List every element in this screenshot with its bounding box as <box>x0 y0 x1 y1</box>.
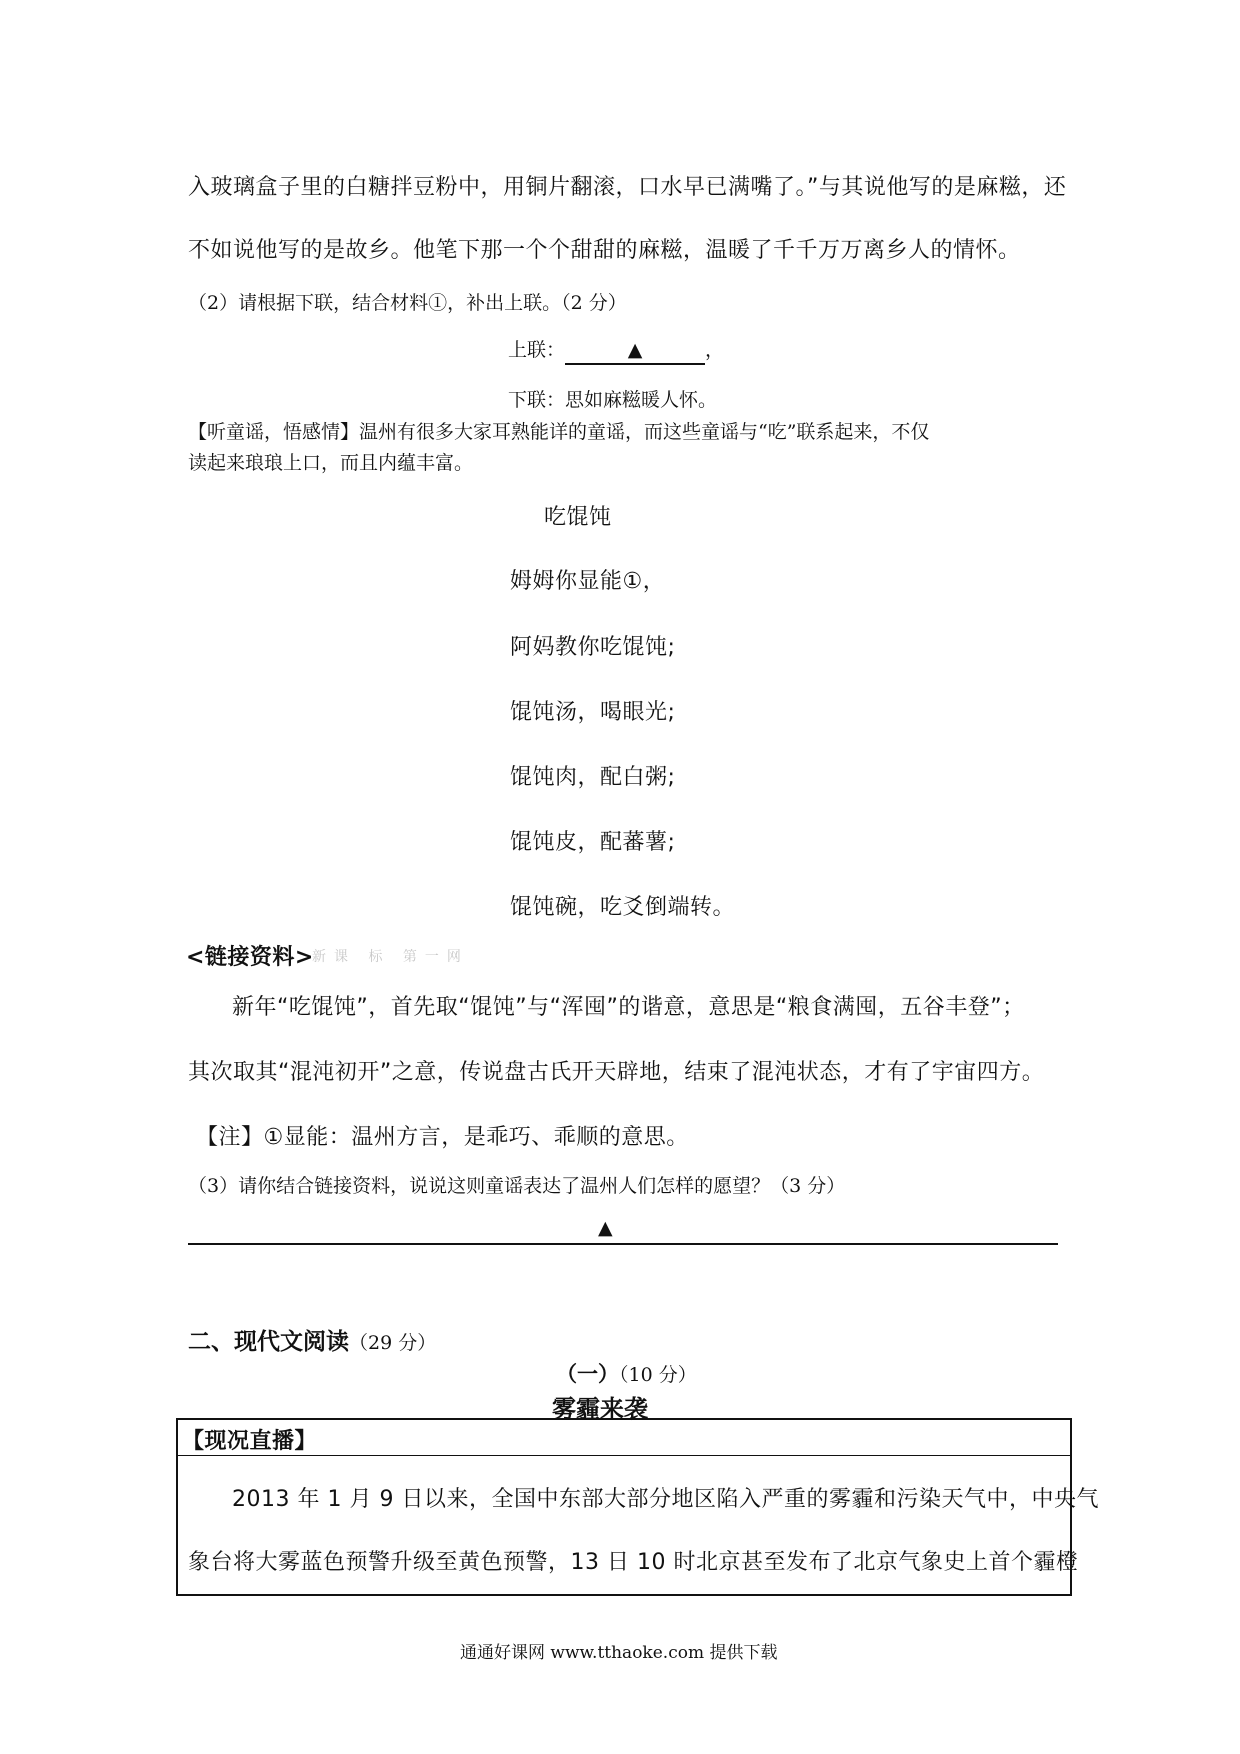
subsection-points: （10 分） <box>619 1364 697 1386</box>
upper-couplet-end: ， <box>705 339 725 361</box>
subsection-heading <box>556 1358 697 1388</box>
poem-line: 馄饨肉，配白粥; <box>510 765 676 790</box>
upper-couplet <box>508 335 724 365</box>
paragraph-line: 入玻璃盒子里的白糖拌豆粉中，用铜片翻滚，口水早已满嘴了。”与其说他写的是麻糍，还 <box>188 175 1067 200</box>
part-2-title: 二、现代文阅读 <box>188 1328 349 1355</box>
article-title: 雾霾来袭 <box>552 1395 648 1423</box>
poem-title: 吃馄饨 <box>544 505 612 530</box>
link-heading: <链接资料> <box>186 945 314 970</box>
poem-line: 馄饨皮，配蕃薯; <box>510 830 676 855</box>
part-2-points: （29 分） <box>349 1332 437 1354</box>
answer-line <box>188 1243 1058 1245</box>
answer-marker: ▲ <box>598 1217 613 1239</box>
poem-line: 阿妈教你吃馄饨; <box>510 635 676 660</box>
link-paragraph-line: 其次取其“混沌初开”之意，传说盘古氏开天辟地，结束了混沌状态，才有了宇宙四方。 <box>188 1060 1045 1085</box>
answer-blank: ▲ <box>565 339 705 365</box>
box-paragraph-line: 象台将大雾蓝色预警升级至黄色预警，13 日 10 时北京甚至发布了北京气象史上首个霾橙 <box>188 1550 1079 1575</box>
box-paragraph-line: 2013 年 1 月 9 日以来，全国中东部大部分地区陷入严重的雾霾和污染天气中，中央气 <box>232 1487 1099 1512</box>
note: 【注】①显能：温州方言，是乖巧、乖顺的意思。 <box>196 1125 689 1150</box>
upper-couplet-label: 上联： <box>508 339 566 361</box>
section-intro-line: 【听童谣，悟感情】温州有很多大家耳熟能详的童谣，而这些童谣与“吃”联系起来，不仅 <box>188 421 930 443</box>
question-3-prompt: （3）请你结合链接资料，说说这则童谣表达了温州人们怎样的愿望？（3 分） <box>188 1175 846 1197</box>
watermark: 新课 标 第一网 <box>312 949 469 965</box>
poem-line: 馄饨汤，喝眼光; <box>510 700 676 725</box>
poem-line: 馄饨碗，吃爻倒端转。 <box>510 895 736 920</box>
link-paragraph-line: 新年“吃馄饨”，首先取“馄饨”与“浑囤”的谐意，意思是“粮食满囤，五谷丰登”； <box>232 995 1025 1020</box>
poem-line: 姆姆你显能①， <box>510 569 666 594</box>
footer: 通通好课网 www.tthaoke.com 提供下载 <box>460 1643 778 1663</box>
box-separator <box>178 1455 1070 1456</box>
lower-couplet: 下联：思如麻糍暖人怀。 <box>508 389 718 411</box>
subsection-label: （一） <box>556 1361 619 1386</box>
paragraph-line: 不如说他写的是故乡。他笔下那一个个甜甜的麻糍，温暖了千千万万离乡人的情怀。 <box>188 238 1021 263</box>
question-2-prompt: （2）请根据下联，结合材料①，补出上联。（2 分） <box>188 292 627 314</box>
box-heading: 【现况直播】 <box>182 1429 318 1454</box>
part-2-heading <box>188 1323 436 1356</box>
section-intro-line: 读起来琅琅上口，而且内蕴丰富。 <box>188 452 474 474</box>
